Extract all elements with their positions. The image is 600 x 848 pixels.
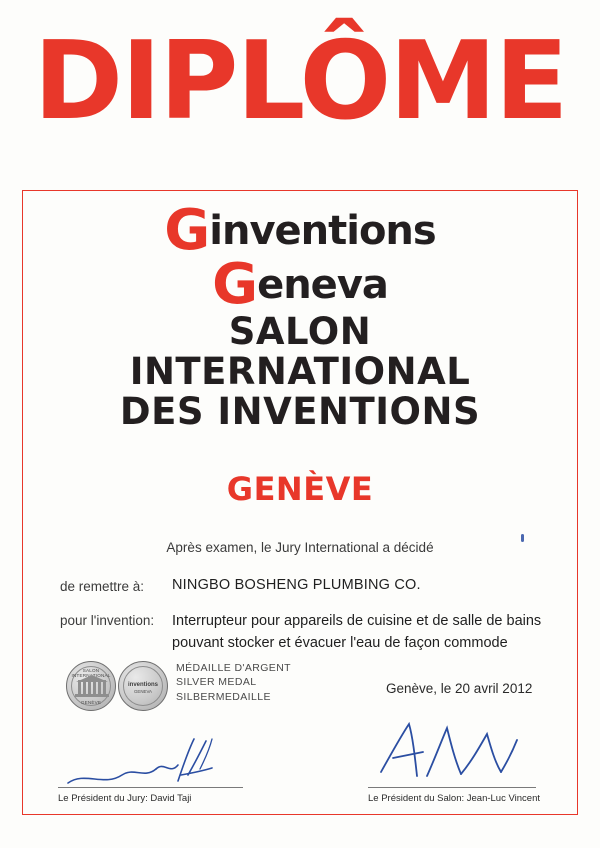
heading-line-3: DES INVENTIONS <box>119 389 481 433</box>
medal-seals <box>66 660 176 712</box>
invention-label: pour l'invention: <box>60 613 155 628</box>
medal-text-en: SILVER MEDAL <box>176 676 257 689</box>
seal2-sub: GENEVA <box>134 689 152 694</box>
ink-mark <box>521 534 524 542</box>
signature-line-right <box>368 787 536 788</box>
logo-text-inventions: inventions <box>209 208 436 254</box>
logo-capital-g-geneva: G <box>212 251 258 317</box>
inventions-geneva-logo <box>0 198 600 317</box>
recipient-value: NINGBO BOSHENG PLUMBING CO. <box>172 577 421 593</box>
signature-line-left <box>58 787 243 788</box>
seal-bottom-text: GENÈVE <box>80 700 102 705</box>
event-heading <box>0 312 600 432</box>
medal-text-fr: MÉDAILLE D'ARGENT <box>176 662 291 674</box>
seal-top-text: SALON INTERNATIONAL <box>71 668 111 678</box>
seal-building-base <box>75 694 109 697</box>
logo-text-geneva: eneva <box>257 261 388 308</box>
intro-text: Après examen, le Jury International a décidé <box>166 540 434 555</box>
medal-award-text <box>176 661 291 704</box>
heading-line-1: SALON <box>228 310 372 353</box>
page-title: DIPLÔME <box>33 19 567 144</box>
signature-caption-salon: Le Président du Salon: Jean-Luc Vincent <box>368 793 540 804</box>
recipient-label: de remettre à: <box>60 579 145 594</box>
place-and-date: Genève, le 20 avril 2012 <box>386 681 533 696</box>
logo-line-inventions <box>0 198 600 263</box>
seal-building-columns <box>78 680 106 694</box>
seal-salon-icon <box>66 661 116 711</box>
logo-capital-g-inventions: G <box>164 198 210 263</box>
medal-text-de: SILBERMEDAILLE <box>176 690 271 703</box>
invention-value: Interrupteur pour appareils de cuisine et de salle de bains pouvant stocker et évacuer l'eau de façon commode <box>172 613 542 651</box>
seal2-word: inventions <box>127 682 158 688</box>
heading-city: GENÈVE <box>226 470 374 508</box>
signature-caption-jury: Le Président du Jury: David Taji <box>58 793 192 804</box>
seal-inventions-geneva-icon <box>118 661 168 711</box>
logo-line-geneva <box>0 251 600 317</box>
heading-line-2: INTERNATIONAL <box>129 349 471 393</box>
